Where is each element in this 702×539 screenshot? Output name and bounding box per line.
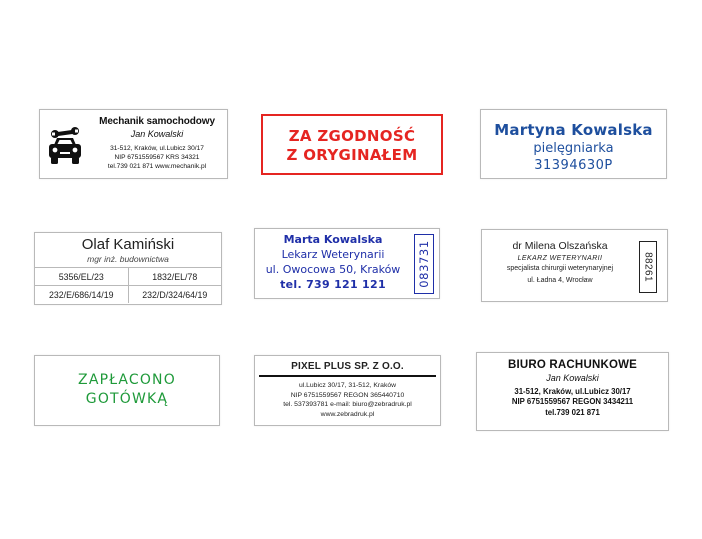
divider: [259, 375, 436, 377]
stamp-line-1: ZA ZGODNOŚĆ: [288, 127, 416, 145]
stamp-contact: tel.739 021 871 www.mechanik.pl: [107, 163, 207, 171]
car-mechanic-icon: [47, 125, 83, 173]
stamp-line-2: GOTÓWKĄ: [85, 391, 169, 407]
stamp-owner-name: Olaf Kamiński: [81, 236, 175, 253]
stamp-web: www.zebradruk.pl: [320, 410, 375, 418]
stamp-owner-name: Marta Kowalska: [283, 233, 383, 246]
license-number: 88261: [642, 252, 654, 282]
stamp-address: ul. Ładna 4, Wrocław: [527, 277, 593, 284]
stamp-ids: NIP 6751559567 REGON 365440710: [290, 391, 405, 399]
stamp-ids: NIP 6751559567 KRS 34321: [114, 154, 200, 162]
stamp-vet[interactable]: [254, 228, 440, 299]
stamp-paid-cash[interactable]: [34, 355, 220, 426]
stamp-address: 31-512, Kraków, ul.Lubicz 30/17: [110, 145, 204, 152]
stamp-specialty: specjalista chirurgii weterynaryjnej: [506, 265, 614, 272]
stamp-title: Mechanik samochodowy: [99, 116, 215, 127]
stamp-company[interactable]: [254, 355, 441, 426]
license-table: [35, 267, 221, 303]
stamp-role: pielęgniarka: [533, 141, 614, 156]
stamp-owner-name: dr Milena Olszańska: [512, 240, 608, 252]
stamp-number: 31394630P: [534, 158, 613, 173]
table-row: [35, 268, 221, 286]
stamp-role: Lekarz Weterynarii: [281, 248, 385, 261]
license-number-box: [639, 241, 657, 293]
stamp-surgeon[interactable]: [481, 229, 668, 302]
stamp-owner-name: Jan Kowalski: [130, 129, 184, 139]
license-number-box: [414, 234, 434, 294]
stamp-contact: tel. 537393781 e-mail: biuro@zebradruk.pl: [283, 401, 412, 409]
license-number: 083731: [417, 240, 431, 288]
stamp-red-frame: [261, 114, 443, 175]
stamp-address: ul. Owocowa 50, Kraków: [265, 263, 401, 276]
table-cell: 232/E/686/14/19: [35, 286, 128, 304]
stamp-mechanic[interactable]: [39, 109, 228, 179]
stamp-address: 31-512, Kraków, ul.Lubicz 30/17: [514, 387, 631, 396]
stamp-title: mgr inż. budownictwa: [87, 254, 169, 264]
stamp-title: BIURO RACHUNKOWE: [507, 359, 638, 371]
stamp-title: PIXEL PLUS SP. Z O.O.: [291, 361, 404, 372]
table-row: [35, 286, 221, 304]
stamp-ids: NIP 6751559567 REGON 3434211: [511, 397, 634, 407]
table-cell: 1832/EL/78: [128, 268, 221, 286]
stamp-nurse[interactable]: [480, 109, 667, 179]
stamp-owner-name: Jan Kowalski: [546, 373, 599, 383]
table-cell: 5356/EL/23: [35, 268, 128, 286]
stamp-certified-copy[interactable]: [258, 112, 446, 177]
stamp-line-1: ZAPŁACONO: [78, 372, 176, 388]
stamp-role: LEKARZ WETERYNARII: [517, 255, 603, 262]
stamp-engineer[interactable]: [34, 232, 222, 305]
stamp-accounting[interactable]: [476, 352, 669, 431]
stamp-line-2: Z ORYGINAŁEM: [286, 146, 418, 164]
stamp-phone: tel. 739 121 121: [280, 278, 386, 291]
stamp-address: ul.Lubicz 30/17, 31-512, Kraków: [298, 382, 397, 389]
stamp-owner-name: Martyna Kowalska: [494, 121, 653, 139]
stamp-phone: tel.739 021 871: [545, 407, 600, 417]
table-cell: 232/D/324/64/19: [128, 286, 221, 304]
